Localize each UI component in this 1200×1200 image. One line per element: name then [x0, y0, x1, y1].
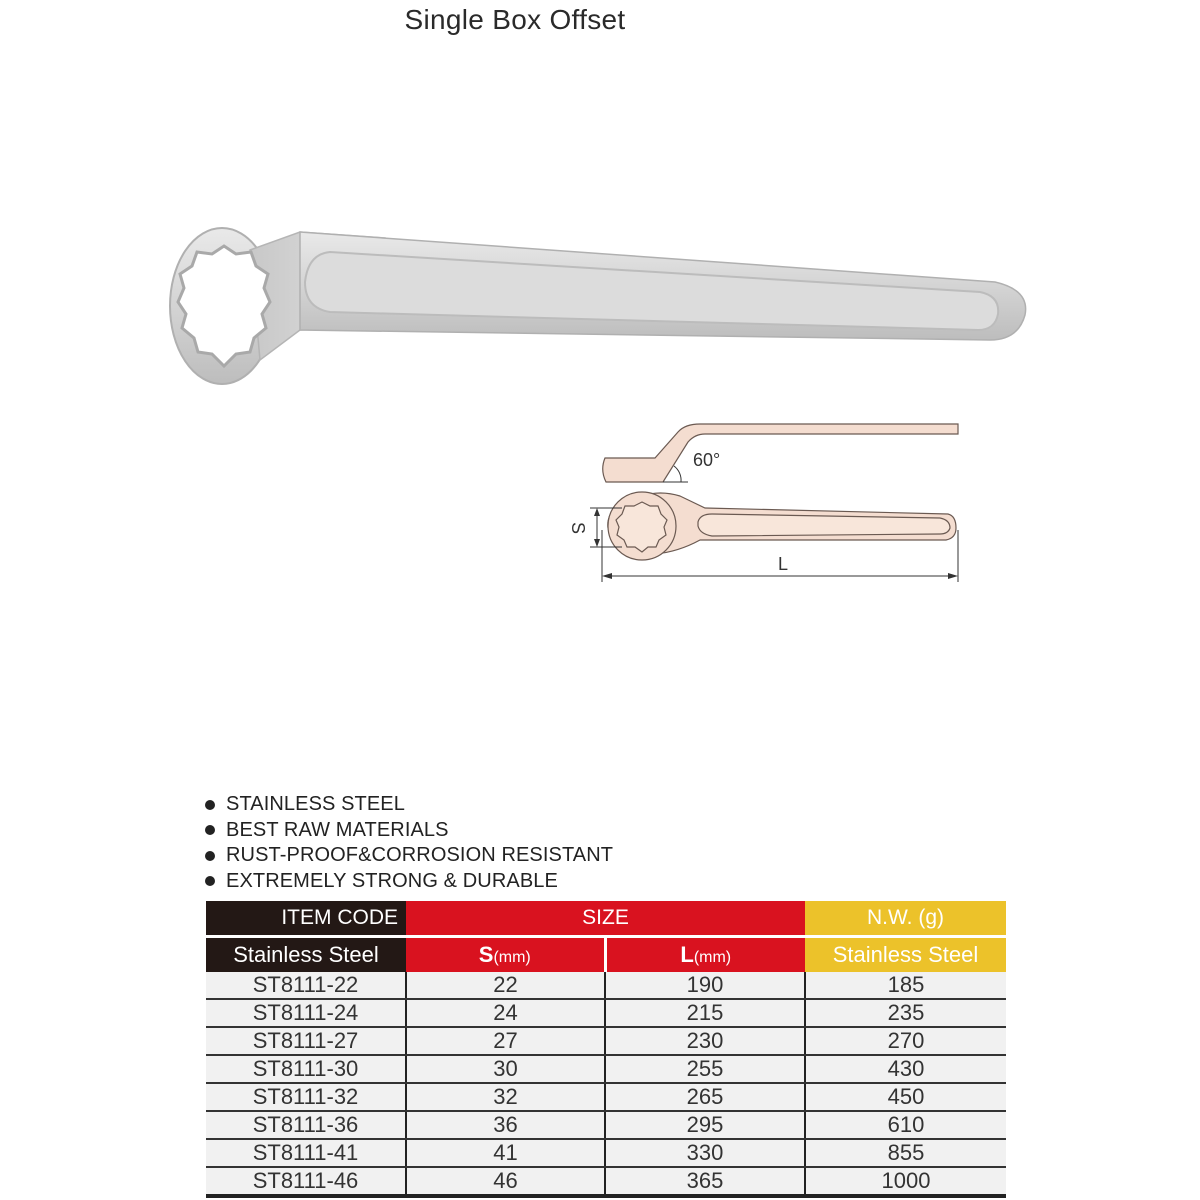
svg-text:S: S [568, 522, 588, 535]
bullet-icon [205, 800, 215, 810]
feature-item: EXTREMELY STRONG & DURABLE [205, 869, 613, 895]
table-row: ST8111-36 36 295 610 [206, 1111, 1006, 1139]
feature-list [205, 792, 613, 894]
bullet-icon [205, 876, 215, 886]
svg-text:L: L [778, 554, 789, 574]
wrench-photo [160, 190, 1040, 390]
header-s: S(mm) [406, 937, 605, 973]
header-size: SIZE [406, 901, 805, 937]
table-row: ST8111-41 41 330 855 [206, 1139, 1006, 1167]
angle-label: 60° [693, 450, 721, 470]
feature-item: RUST-PROOF&CORROSION RESISTANT [205, 843, 613, 869]
technical-drawing [560, 410, 980, 590]
table-row: ST8111-24 24 215 235 [206, 999, 1006, 1027]
feature-item: STAINLESS STEEL [205, 792, 613, 818]
bullet-icon [205, 825, 215, 835]
bullet-icon [205, 851, 215, 861]
page-title: Single Box Offset [404, 4, 626, 35]
table-row: ST8111-30 30 255 430 [206, 1055, 1006, 1083]
table-row: ST8111-22 22 190 185 [206, 972, 1006, 999]
header-item-code: ITEM CODE [206, 901, 406, 937]
header-nw-material: Stainless Steel [805, 937, 1006, 973]
header-material: Stainless Steel [206, 937, 406, 973]
spec-table [206, 901, 1006, 1198]
feature-item: BEST RAW MATERIALS [205, 818, 613, 844]
header-row-2 [206, 937, 1006, 973]
table-row: ST8111-32 32 265 450 [206, 1083, 1006, 1111]
header-l: L(mm) [605, 937, 805, 973]
header-row-1 [206, 901, 1006, 937]
table-row: ST8111-46 46 365 1000 [206, 1167, 1006, 1196]
table-row: ST8111-27 27 230 270 [206, 1027, 1006, 1055]
header-nw: N.W. (g) [805, 901, 1006, 937]
